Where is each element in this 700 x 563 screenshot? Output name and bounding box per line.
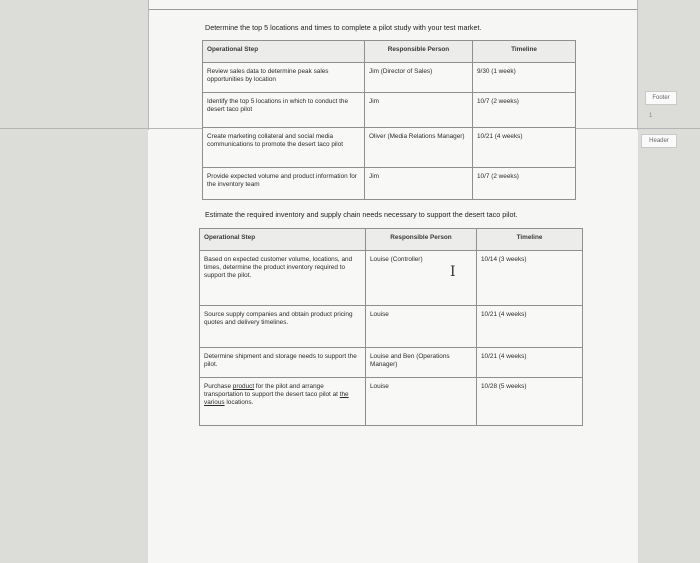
cell-step[interactable]: Create marketing collateral and social media communications to promote the desert taco pilot <box>203 128 365 168</box>
table-row <box>200 251 583 306</box>
cell-person[interactable]: Jim (Director of Sales) <box>365 63 473 93</box>
table-row <box>203 63 576 93</box>
cell-person[interactable]: Louise <box>366 378 477 426</box>
cell-timeline[interactable]: 10/21 (4 weeks) <box>477 348 583 378</box>
table-row <box>203 168 576 200</box>
step-text: locations. <box>224 399 254 406</box>
table-row <box>200 378 583 426</box>
cell-step[interactable]: Review sales data to determine peak sales opportunities by location <box>203 63 365 93</box>
cell-step[interactable]: Determine shipment and storage needs to support the pilot. <box>200 348 366 378</box>
cell-timeline[interactable]: 10/14 (3 weeks) <box>477 251 583 306</box>
margin-guide-right <box>637 0 638 130</box>
cell-timeline[interactable]: 10/7 (2 weeks) <box>473 168 576 200</box>
cell-step[interactable]: Source supply companies and obtain product pricing quotes and delivery timelines. <box>200 306 366 348</box>
header-tag[interactable] <box>641 134 677 148</box>
column-header: Responsible Person <box>366 229 477 251</box>
cell-person[interactable]: Oliver (Media Relations Manager) <box>365 128 473 168</box>
column-header: Timeline <box>477 229 583 251</box>
section1-table <box>202 40 576 200</box>
cell-timeline[interactable]: 10/21 (4 weeks) <box>473 128 576 168</box>
footer-tag-label: Footer <box>652 95 670 101</box>
table-row <box>203 128 576 168</box>
cell-step[interactable]: Identify the top 5 locations in which to conduct the desert taco pilot <box>203 93 365 128</box>
page-number: 1 <box>649 113 653 119</box>
step-text: for the pilot and arrange transportation to support the desert taco pilot at <box>204 383 340 398</box>
step-text: Purchase <box>204 383 233 390</box>
column-header: Responsible Person <box>365 41 473 63</box>
cell-person[interactable]: Louise (Controller) <box>366 251 477 306</box>
table-row <box>200 306 583 348</box>
table-row <box>203 93 576 128</box>
cell-person[interactable]: Jim <box>365 93 473 128</box>
page-top-edge <box>148 0 638 10</box>
table-header-row <box>203 41 576 63</box>
table-row <box>200 348 583 378</box>
cell-step[interactable]: Based on expected customer volume, locations, and times, determine the product inventory required to support the pilot. <box>200 251 366 306</box>
cell-timeline[interactable]: 9/30 (1 week) <box>473 63 576 93</box>
cell-person[interactable]: Louise and Ben (Operations Manager) <box>366 348 477 378</box>
margin-guide-left <box>148 0 149 130</box>
text-cursor-icon: I <box>450 264 456 280</box>
column-header: Operational Step <box>200 229 366 251</box>
cell-step[interactable]: Provide expected volume and product information for the inventory team <box>203 168 365 200</box>
spellcheck-word[interactable]: the various <box>204 391 349 406</box>
cell-timeline[interactable]: 10/7 (2 weeks) <box>473 93 576 128</box>
section2-table <box>199 228 583 426</box>
spellcheck-word[interactable]: product <box>232 383 255 390</box>
footer-tag[interactable] <box>645 91 677 105</box>
cell-person[interactable]: Jim <box>365 168 473 200</box>
cell-step[interactable] <box>200 378 366 426</box>
cell-timeline[interactable]: 10/28 (5 weeks) <box>477 378 583 426</box>
section2-heading: Estimate the required inventory and supply chain needs necessary to support the desert taco pilot. <box>205 210 518 219</box>
column-header: Timeline <box>473 41 576 63</box>
table-header-row <box>200 229 583 251</box>
column-header: Operational Step <box>203 41 365 63</box>
cell-person[interactable]: Louise <box>366 306 477 348</box>
section1-heading: Determine the top 5 locations and times to complete a pilot study with your test market. <box>205 23 482 32</box>
cell-timeline[interactable]: 10/21 (4 weeks) <box>477 306 583 348</box>
header-tag-label: Header <box>649 138 669 144</box>
